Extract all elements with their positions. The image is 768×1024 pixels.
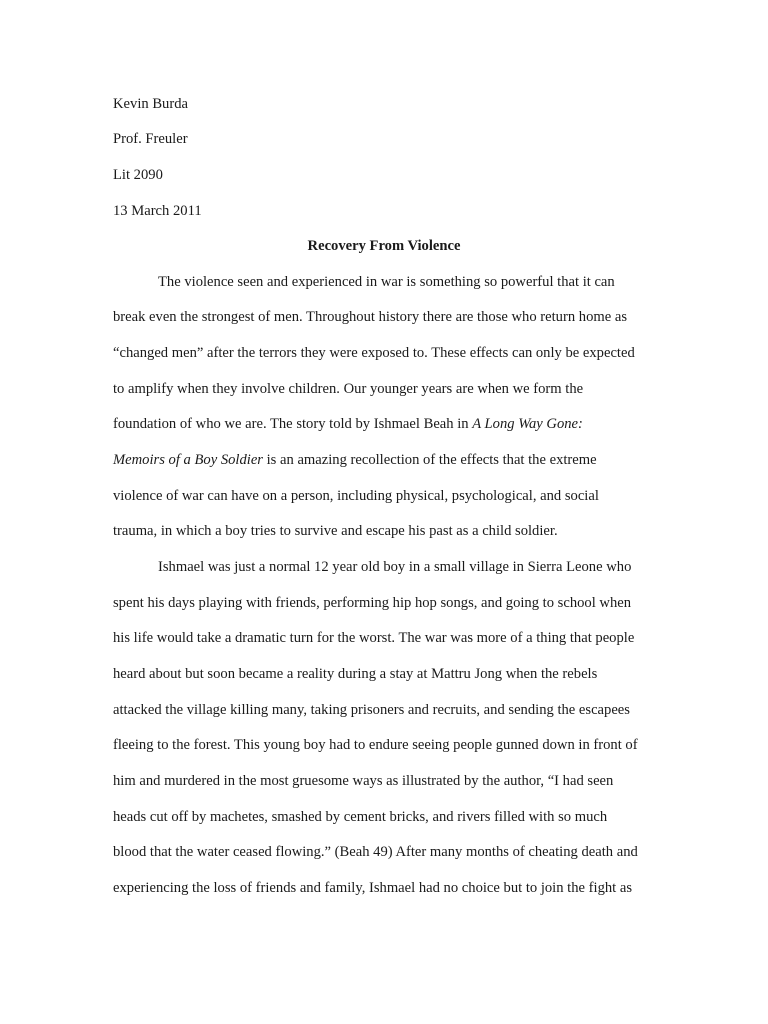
paragraph-line: spent his days playing with friends, performing hip hop songs, and going to school when [113, 595, 632, 611]
course-name: Lit 2090 [113, 167, 163, 183]
essay-title: Recovery From Violence [307, 238, 461, 254]
paragraph-line: violence of war can have on a person, including physical, psychological, and social [113, 488, 599, 504]
paragraph-line: fleeing to the forest. This young boy had to endure seeing people gunned down in front of [113, 737, 638, 753]
paragraph-line: break even the strongest of men. Throughout history there are those who return home as [113, 309, 628, 325]
paragraph-line: him and murdered in the most gruesome ways as illustrated by the author, “I had seen [113, 773, 614, 789]
paragraph-line [113, 414, 583, 434]
paragraph-line: The violence seen and experienced in war is something so powerful that it can [158, 274, 615, 290]
paragraph-text: is an amazing recollection of the effects that the extreme [262, 452, 597, 468]
instructor-name: Prof. Freuler [113, 131, 188, 147]
paragraph-line [113, 450, 597, 470]
paragraph-line: heard about but soon became a reality during a stay at Mattru Jong when the rebels [113, 666, 598, 682]
book-title-italic: A Long Way Gone: [472, 416, 583, 432]
paragraph-line: Ishmael was just a normal 12 year old boy in a small village in Sierra Leone who [158, 559, 632, 575]
author-name: Kevin Burda [113, 96, 188, 112]
paragraph-line: “changed men” after the terrors they were exposed to. These effects can only be expected [113, 345, 635, 361]
paragraph-line: blood that the water ceased flowing.” (Beah 49) After many months of cheating death and [113, 844, 638, 860]
date: 13 March 2011 [113, 203, 202, 219]
paragraph-line: his life would take a dramatic turn for the worst. The war was more of a thing that people [113, 630, 635, 646]
paragraph-line: experiencing the loss of friends and family, Ishmael had no choice but to join the fight as [113, 880, 633, 896]
book-title-italic: Memoirs of a Boy Soldier [113, 452, 263, 468]
paragraph-line: trauma, in which a boy tries to survive and escape his past as a child soldier. [113, 523, 558, 539]
paragraph-line: heads cut off by machetes, smashed by cement bricks, and rivers filled with so much [113, 809, 608, 825]
paragraph-line: attacked the village killing many, taking prisoners and recruits, and sending the escapees [113, 702, 630, 718]
paragraph-text: foundation of who we are. The story told by Ishmael Beah in [113, 416, 473, 432]
paragraph-line: to amplify when they involve children. Our younger years are when we form the [113, 381, 584, 397]
